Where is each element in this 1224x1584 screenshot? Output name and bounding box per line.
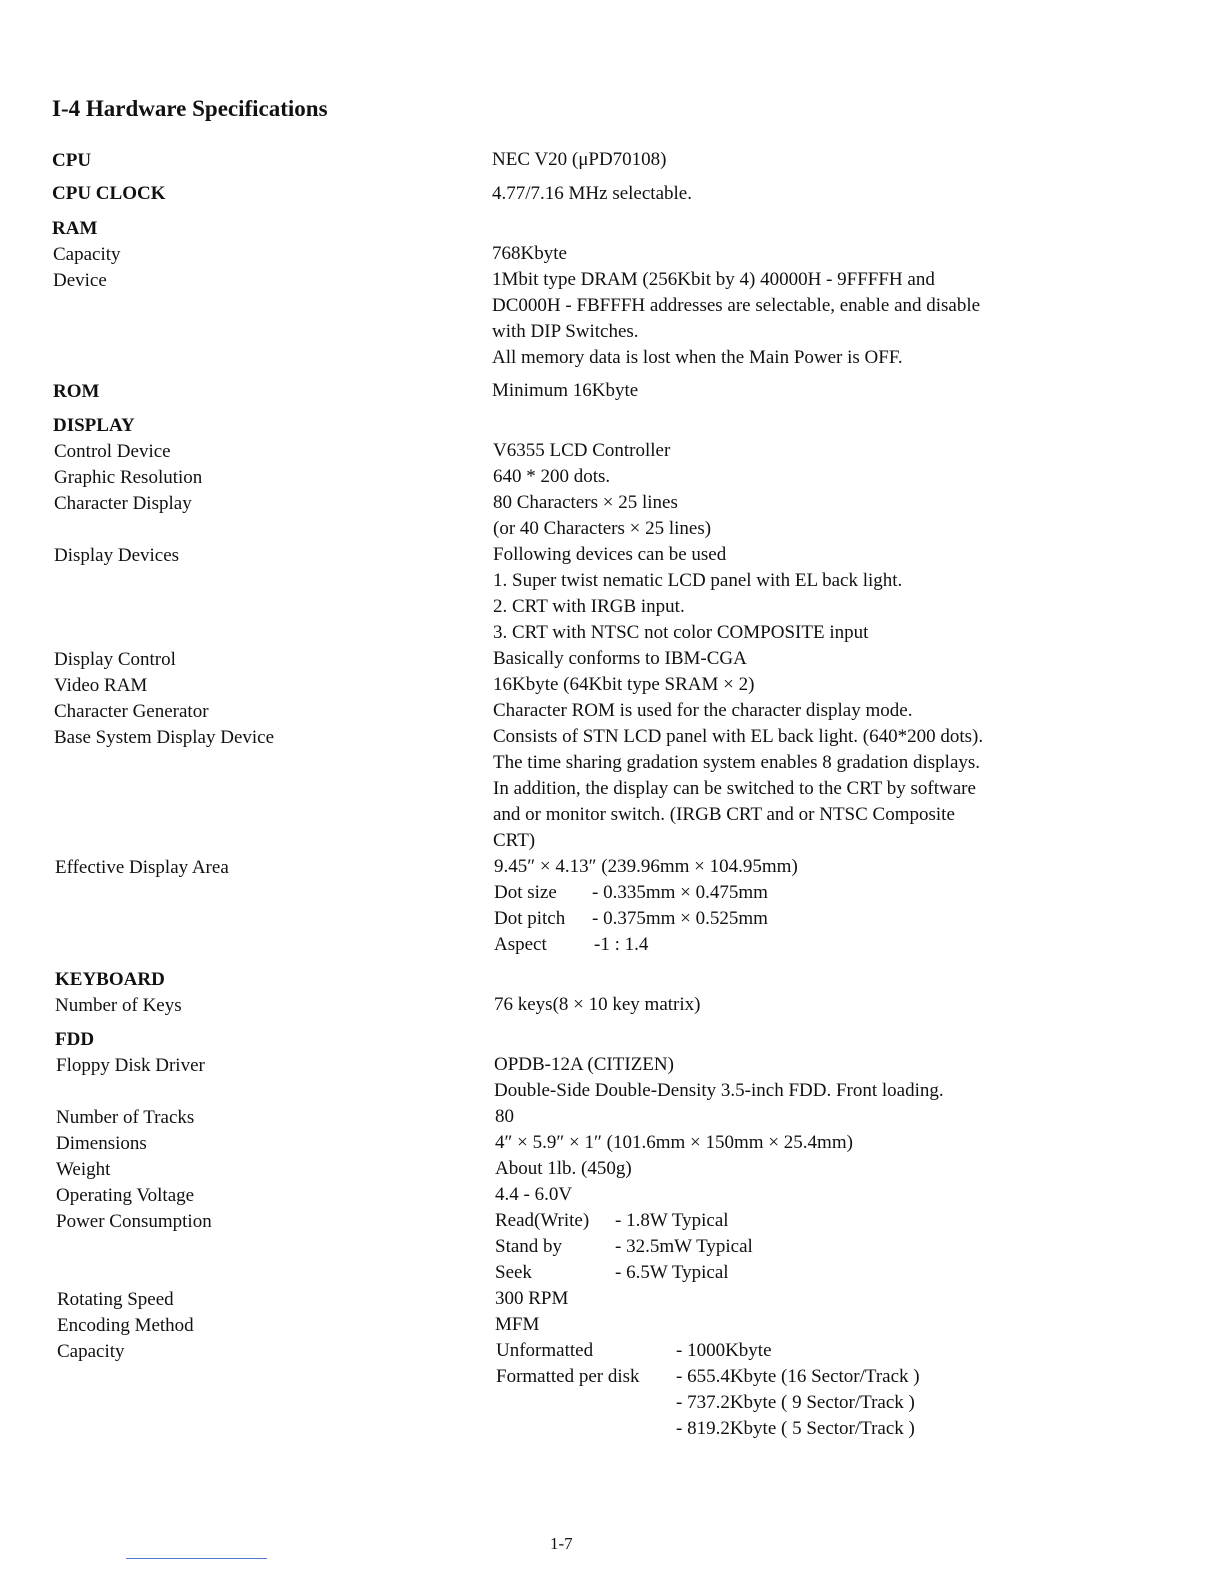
floppy-disk-driver-line: Double-Side Double-Density 3.5-inch FDD. Front loading. (494, 1080, 944, 1101)
page-title: I-4 Hardware Specifications (52, 96, 328, 121)
display-devices-label: Display Devices (54, 545, 180, 566)
aspect-value: -1 : 1.4 (594, 934, 649, 955)
base-display-device-line: and or monitor switch. (IRGB CRT and or NTSC Composite (493, 804, 955, 825)
read-write-label: Read(Write) (495, 1210, 590, 1231)
ram-device-line: 1Mbit type DRAM (256Kbit by 4) 40000H - 9FFFFH and (492, 269, 935, 290)
display-devices-line: Following devices can be used (493, 544, 727, 565)
character-display-line: 80 Characters × 25 lines (493, 492, 678, 513)
unformatted-value: - 1000Kbyte (676, 1340, 772, 1361)
ram-capacity-label: Capacity (53, 244, 121, 265)
footer-rule (126, 1558, 267, 1559)
video-ram-value: 16Kbyte (64Kbit type SRAM × 2) (493, 674, 755, 695)
read-write-value: - 1.8W Typical (615, 1210, 729, 1231)
control-device-value: V6355 LCD Controller (493, 440, 671, 461)
fdd-heading: FDD (55, 1029, 95, 1050)
base-display-device-line: CRT) (493, 830, 536, 851)
operating-voltage-label: Operating Voltage (56, 1185, 195, 1206)
character-generator-label: Character Generator (54, 701, 209, 722)
graphic-resolution-value: 640 * 200 dots. (493, 466, 611, 487)
ram-device-line: DC000H - FBFFFH addresses are selectable, enable and disable (492, 295, 981, 316)
display-heading: DISPLAY (53, 415, 135, 436)
base-display-device-line: Consists of STN LCD panel with EL back light. (640*200 dots). (493, 726, 984, 747)
stand-by-label: Stand by (495, 1236, 563, 1257)
effective-display-area-label: Effective Display Area (55, 857, 229, 878)
rotating-speed-label: Rotating Speed (57, 1289, 174, 1310)
encoding-method-value: MFM (495, 1314, 540, 1335)
display-control-label: Display Control (54, 649, 176, 670)
rom-label: ROM (53, 381, 100, 402)
cpu-label: CPU (52, 150, 92, 171)
stand-by-value: - 32.5mW Typical (615, 1236, 753, 1257)
dot-size-label: Dot size (494, 882, 557, 903)
formatted-value: - 655.4Kbyte (16 Sector/Track ) (676, 1366, 920, 1387)
floppy-disk-driver-line: OPDB-12A (CITIZEN) (494, 1054, 674, 1075)
video-ram-label: Video RAM (54, 675, 148, 696)
capacity-label: Capacity (57, 1341, 125, 1362)
character-display-line: (or 40 Characters × 25 lines) (493, 518, 712, 539)
formatted-value: - 819.2Kbyte ( 5 Sector/Track ) (676, 1418, 915, 1439)
weight-label: Weight (56, 1159, 111, 1180)
display-devices-line: 1. Super twist nematic LCD panel with EL back light. (493, 570, 903, 591)
seek-value: - 6.5W Typical (615, 1262, 729, 1283)
base-display-device-label: Base System Display Device (54, 727, 275, 748)
base-display-device-line: In addition, the display can be switched to the CRT by software (493, 778, 976, 799)
ram-device-label: Device (53, 270, 107, 291)
seek-label: Seek (495, 1262, 532, 1283)
ram-heading: RAM (52, 218, 98, 239)
ram-capacity-value: 768Kbyte (492, 243, 567, 264)
ram-device-line: All memory data is lost when the Main Power is OFF. (492, 347, 903, 368)
dot-pitch-value: - 0.375mm × 0.525mm (592, 908, 768, 929)
cpu-clock-label: CPU CLOCK (52, 183, 166, 204)
aspect-label: Aspect (494, 934, 547, 955)
number-of-tracks-value: 80 (495, 1106, 514, 1127)
cpu-clock-value: 4.77/7.16 MHz selectable. (492, 183, 692, 204)
weight-value: About 1lb. (450g) (495, 1158, 632, 1179)
encoding-method-label: Encoding Method (57, 1315, 194, 1336)
effective-display-area-value: 9.45″ × 4.13″ (239.96mm × 104.95mm) (494, 856, 798, 877)
dimensions-value: 4″ × 5.9″ × 1″ (101.6mm × 150mm × 25.4mm) (495, 1132, 853, 1153)
dimensions-label: Dimensions (56, 1133, 147, 1154)
dot-size-value: - 0.335mm × 0.475mm (592, 882, 768, 903)
base-display-device-line: The time sharing gradation system enables 8 gradation displays. (493, 752, 981, 773)
number-of-keys-label: Number of Keys (55, 995, 182, 1016)
number-of-tracks-label: Number of Tracks (56, 1107, 195, 1128)
rotating-speed-value: 300 RPM (495, 1288, 569, 1309)
formatted-label: Formatted per disk (496, 1366, 640, 1387)
character-generator-value: Character ROM is used for the character display mode. (493, 700, 913, 721)
dot-pitch-label: Dot pitch (494, 908, 566, 929)
graphic-resolution-label: Graphic Resolution (54, 467, 203, 488)
keyboard-heading: KEYBOARD (55, 969, 165, 990)
character-display-label: Character Display (54, 493, 192, 514)
power-consumption-label: Power Consumption (56, 1211, 212, 1232)
floppy-disk-driver-label: Floppy Disk Driver (56, 1055, 205, 1076)
display-control-value: Basically conforms to IBM-CGA (493, 648, 747, 669)
operating-voltage-value: 4.4 - 6.0V (495, 1184, 573, 1205)
number-of-keys-value: 76 keys(8 × 10 key matrix) (494, 994, 701, 1015)
unformatted-label: Unformatted (496, 1340, 594, 1361)
formatted-value: - 737.2Kbyte ( 9 Sector/Track ) (676, 1392, 915, 1413)
display-devices-line: 3. CRT with NTSC not color COMPOSITE input (493, 622, 869, 643)
control-device-label: Control Device (54, 441, 171, 462)
rom-value: Minimum 16Kbyte (492, 380, 639, 401)
display-devices-line: 2. CRT with IRGB input. (493, 596, 685, 617)
page-number: 1-7 (550, 1534, 573, 1553)
ram-device-line: with DIP Switches. (492, 321, 639, 342)
cpu-value: NEC V20 (μPD70108) (492, 149, 667, 170)
